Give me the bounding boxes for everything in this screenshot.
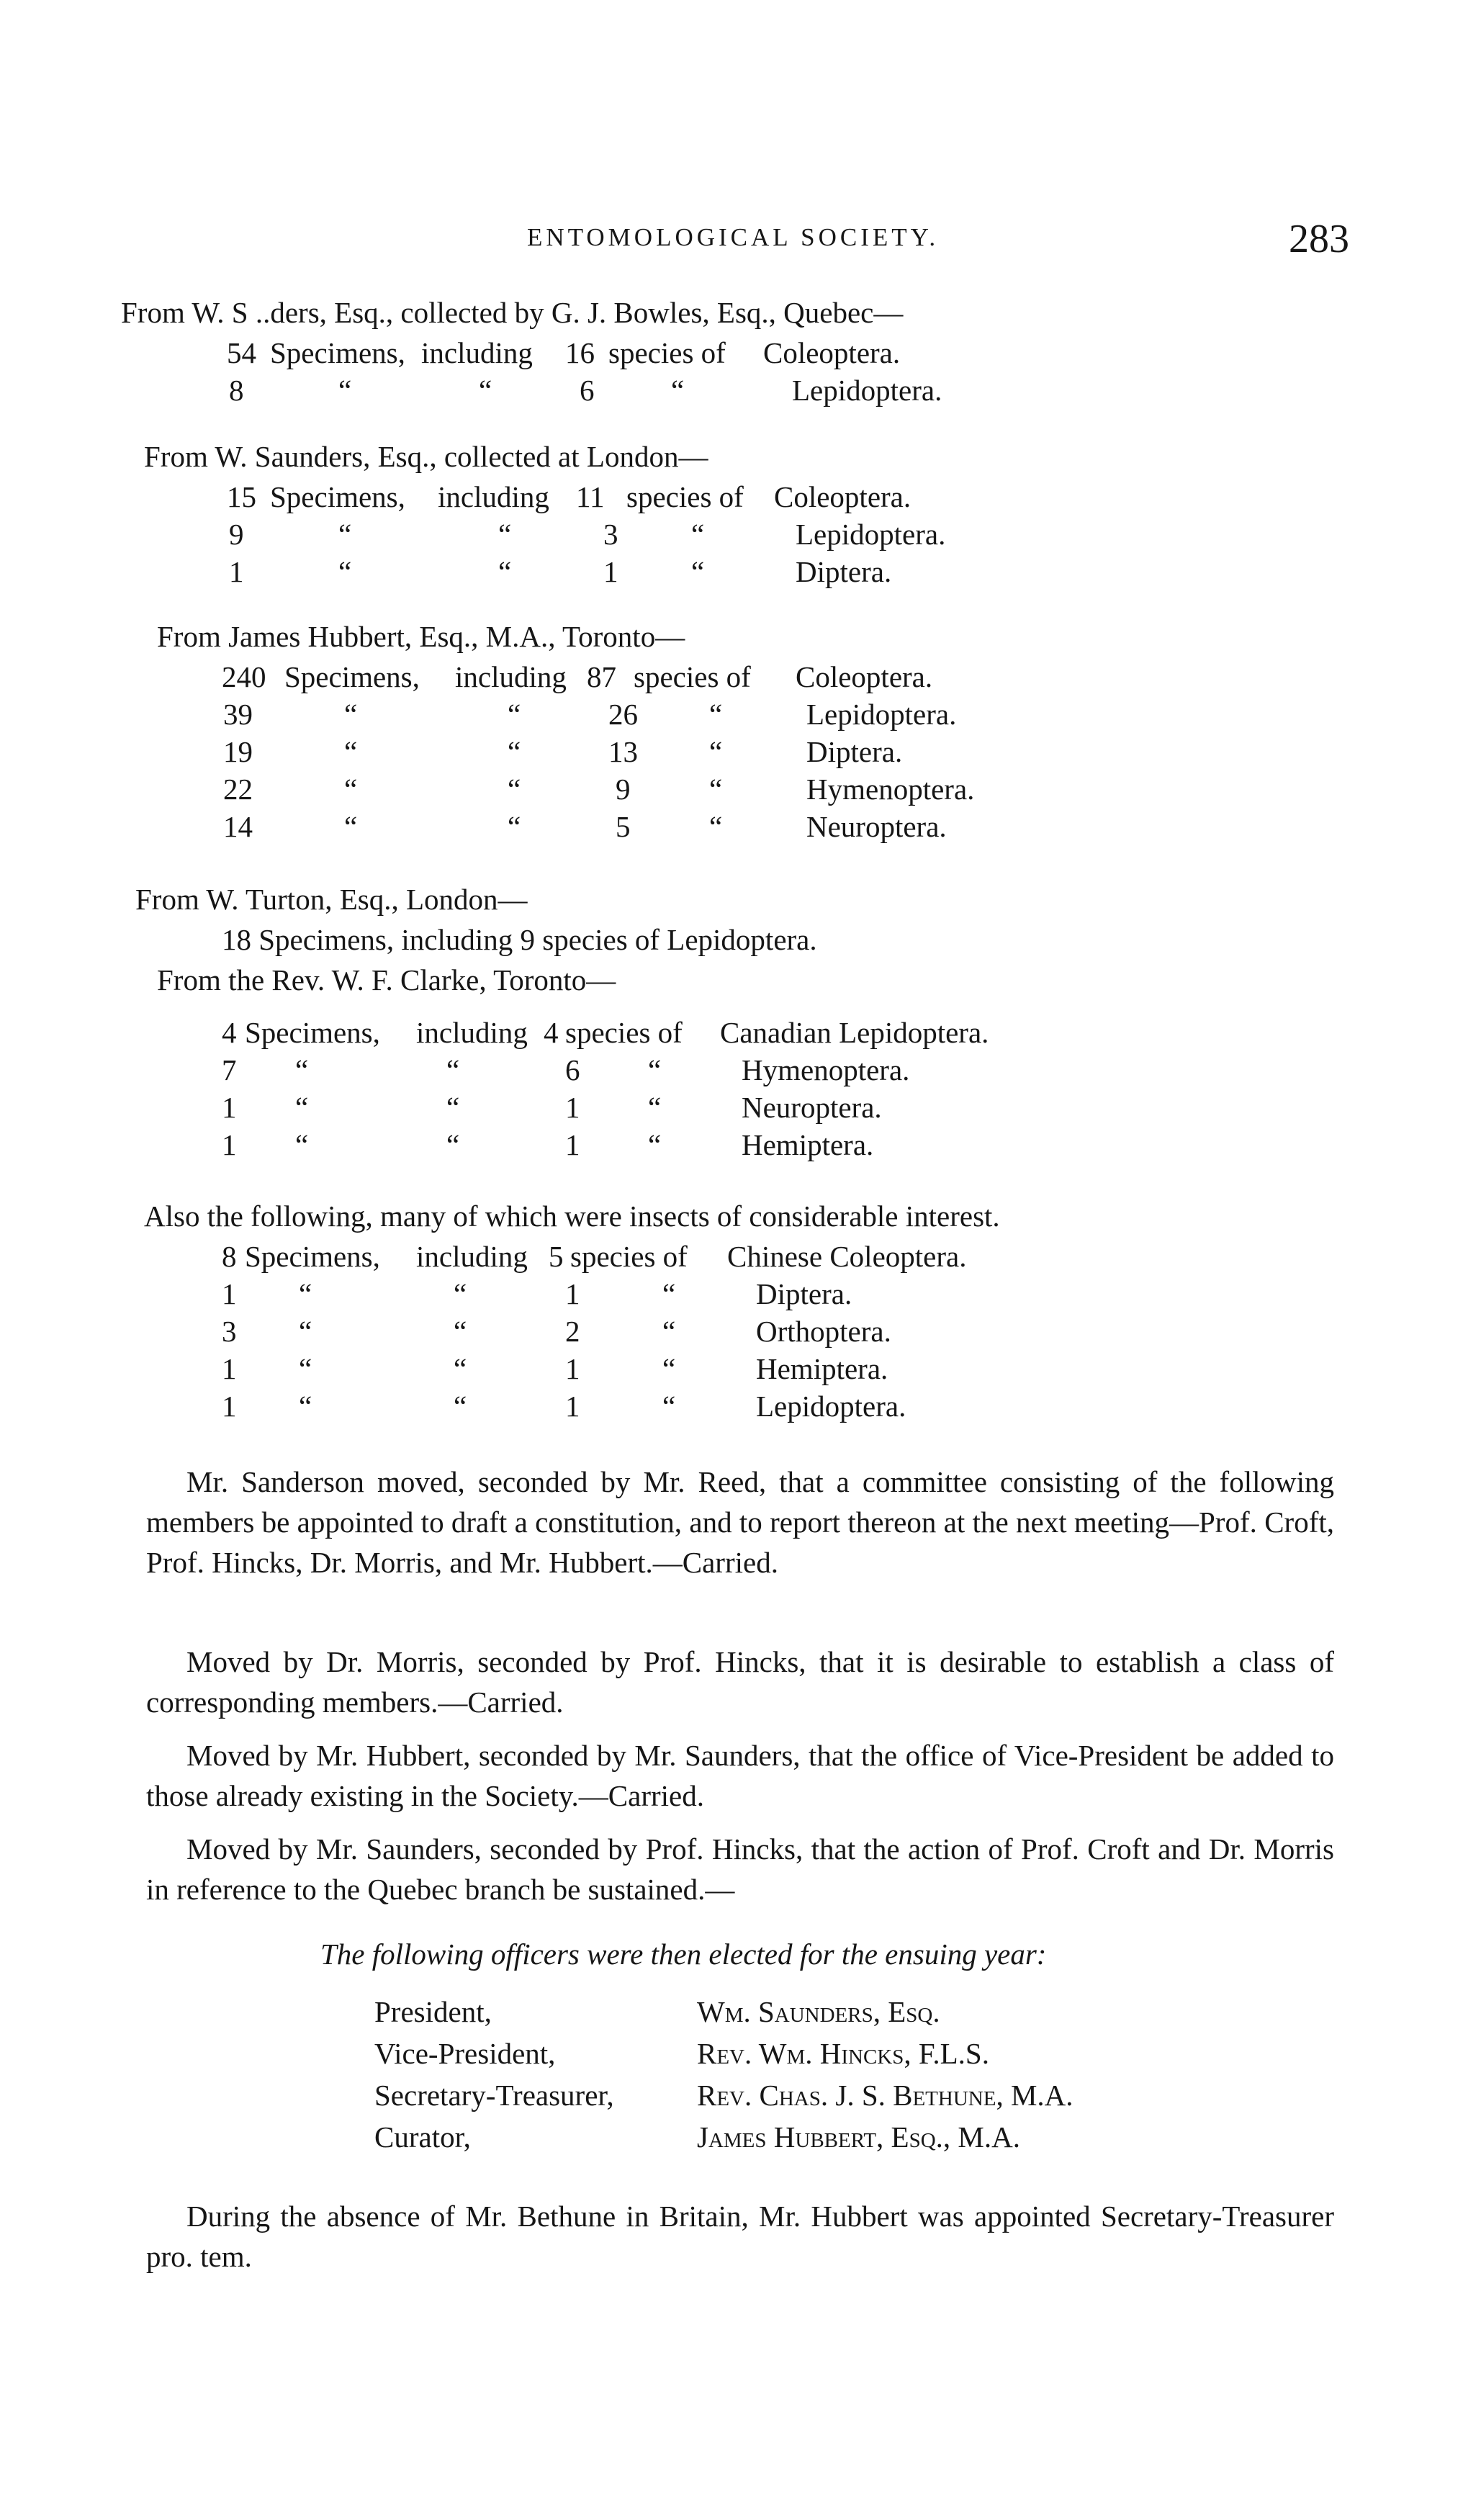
ditto-mark: “ <box>344 810 358 843</box>
ditto-mark: “ <box>508 810 521 843</box>
specimen-row <box>0 1053 1463 1087</box>
specimen-count: 54 <box>227 336 256 369</box>
ditto-mark: “ <box>299 1352 312 1385</box>
specimen-row <box>0 373 1463 408</box>
specimen-count: 7 <box>222 1053 237 1086</box>
species-count: 1 <box>603 555 618 588</box>
ditto-mark: “ <box>454 1352 467 1385</box>
species-count: 16 <box>565 336 595 369</box>
officer-name: Rev. Wm. Hincks, F.L.S. <box>697 2037 989 2070</box>
insect-group: Hymenoptera. <box>806 773 975 806</box>
ditto-mark: “ <box>709 698 723 731</box>
ditto-mark: “ <box>479 374 492 407</box>
ditto-mark: “ <box>709 773 723 806</box>
insect-group: Hemiptera. <box>742 1128 874 1161</box>
ditto-mark: “ <box>662 1277 676 1310</box>
page-number: 283 <box>1289 217 1349 261</box>
ditto-mark: “ <box>691 555 705 588</box>
specimen-row <box>0 1128 1463 1162</box>
species-count: 4 <box>544 1016 559 1049</box>
specimen-count: 8 <box>222 1240 237 1273</box>
officer-title: President, <box>374 1995 492 2028</box>
ditto-mark: “ <box>662 1315 676 1348</box>
insect-group: Diptera. <box>796 555 892 588</box>
specimen-row <box>0 336 1463 370</box>
ditto-mark: “ <box>344 735 358 768</box>
ditto-mark: “ <box>508 773 521 806</box>
ditto-mark: “ <box>338 555 352 588</box>
motion-paragraph: Mr. Sanderson moved, seconded by Mr. Reed, that a committee consisting of the following members be appointed to draft a constitution, and to report thereon at the next meeting—Prof. Croft, Prof. Hincks, Dr. Morris, and Mr. Hubbert.—Carried. <box>146 1465 1334 1579</box>
specimen-row <box>0 1389 1463 1423</box>
specimen-row <box>0 1239 1463 1274</box>
specimen-row <box>0 1351 1463 1386</box>
specimen-row <box>0 660 1463 694</box>
specimen-row <box>0 517 1463 552</box>
insect-group: Lepidoptera. <box>756 1390 906 1423</box>
specimen-word: Specimens, <box>270 336 405 369</box>
donation-heading: From W. S⁠ ..ders, Esq., collected by G. J. Bowles, Esq., Quebec— <box>121 296 904 329</box>
ditto-mark: “ <box>508 698 521 731</box>
insect-group: Lepidoptera. <box>792 374 942 407</box>
insect-group: Neuroptera. <box>806 810 947 843</box>
ditto-mark: “ <box>662 1352 676 1385</box>
donation-heading: From W. Saunders, Esq., collected at London— <box>144 440 708 473</box>
specimen-count: 14 <box>223 810 253 843</box>
motion-paragraph: Moved by Mr. Hubbert, seconded by Mr. Saunders, that the office of Vice-President be added to those already existing in the Society.—Carried. <box>146 1739 1334 1812</box>
ditto-mark: “ <box>671 374 685 407</box>
specimen-row <box>0 697 1463 732</box>
ditto-mark: “ <box>299 1277 312 1310</box>
ditto-mark: “ <box>344 773 358 806</box>
insect-group: Canadian Lepidoptera. <box>720 1016 989 1049</box>
species-count: 1 <box>565 1390 580 1423</box>
species-count: 26 <box>608 698 638 731</box>
ditto-mark: “ <box>299 1390 312 1423</box>
officer-name: Wm. Saunders, Esq. <box>697 1995 940 2028</box>
ditto-mark: “ <box>446 1053 460 1086</box>
species-count: 1 <box>565 1277 580 1310</box>
specimen-count: 1 <box>222 1352 237 1385</box>
specimen-row <box>0 809 1463 844</box>
donation-heading: Also the following, many of which were insects of considerable interest. <box>144 1200 1000 1233</box>
including-word: including <box>416 1240 528 1273</box>
ditto-mark: “ <box>344 698 358 731</box>
specimen-word: Specimens, <box>245 1016 380 1049</box>
ditto-mark: “ <box>508 735 521 768</box>
species-count: 2 <box>565 1315 580 1348</box>
insect-group: Hymenoptera. <box>742 1053 910 1086</box>
officer-title: Secretary-Treasurer, <box>374 2079 614 2112</box>
specimen-count: 19 <box>223 735 253 768</box>
officer-name: Rev. Chas. J. S. Bethune, M.A. <box>697 2079 1073 2112</box>
specimen-count: 9 <box>229 518 244 551</box>
closing-paragraph: During the absence of Mr. Bethune in Britain, Mr. Hubbert was appointed Secretary-Treasurer pro. tem. <box>146 2200 1334 2273</box>
specimen-count: 240 <box>222 660 266 693</box>
species-count: 5 <box>616 810 631 843</box>
species-word: species of <box>608 336 726 369</box>
species-count: 6 <box>565 1053 580 1086</box>
insect-group: Lepidoptera. <box>796 518 946 551</box>
species-count: 3 <box>603 518 618 551</box>
specimen-count: 3 <box>222 1315 237 1348</box>
ditto-mark: “ <box>295 1091 309 1124</box>
ditto-mark: “ <box>446 1091 460 1124</box>
insect-group: Coleoptera. <box>774 480 911 513</box>
including-word: including <box>421 336 533 369</box>
ditto-mark: “ <box>709 735 723 768</box>
insect-group: Neuroptera. <box>742 1091 882 1124</box>
species-count: 9 <box>616 773 631 806</box>
species-count: 6 <box>580 374 595 407</box>
ditto-mark: “ <box>454 1315 467 1348</box>
species-word: species of <box>565 1016 683 1049</box>
specimen-count: 1 <box>222 1390 237 1423</box>
ditto-mark: “ <box>295 1053 309 1086</box>
officer-name: James Hubbert, Esq., M.A. <box>697 2120 1020 2154</box>
ditto-mark: “ <box>299 1315 312 1348</box>
insect-group: Diptera. <box>756 1277 852 1310</box>
insect-group: Coleoptera. <box>763 336 901 369</box>
specimen-row <box>0 1314 1463 1349</box>
species-count: 1 <box>565 1091 580 1124</box>
specimen-count: 4 <box>222 1016 237 1049</box>
specimen-count: 15 <box>227 480 256 513</box>
species-word: species of <box>634 660 751 693</box>
specimen-word: Specimens, <box>270 480 405 513</box>
specimen-row <box>0 480 1463 514</box>
ditto-mark: “ <box>648 1091 662 1124</box>
insect-group: Chinese Coleoptera. <box>727 1240 967 1273</box>
donation-heading: From James Hubbert, Esq., M.A., Toronto— <box>157 620 685 653</box>
ditto-mark: “ <box>446 1128 460 1161</box>
specimen-row <box>0 554 1463 589</box>
specimen-count: 39 <box>223 698 253 731</box>
species-count: 11 <box>576 480 605 513</box>
insect-group: Diptera. <box>806 735 903 768</box>
insect-group: Coleoptera. <box>796 660 933 693</box>
insect-group: Lepidoptera. <box>806 698 957 731</box>
specimen-row <box>0 734 1463 769</box>
running-head: ENTOMOLOGICAL SOCIETY. <box>527 223 940 251</box>
species-count: 1 <box>565 1128 580 1161</box>
species-count: 5 <box>549 1240 564 1273</box>
species-word: species of <box>570 1240 688 1273</box>
ditto-mark: “ <box>662 1390 676 1423</box>
ditto-mark: “ <box>454 1277 467 1310</box>
ditto-mark: “ <box>338 374 352 407</box>
officers-heading: The following officers were then elected for the ensuing year: <box>320 1938 1047 1971</box>
including-word: including <box>416 1016 528 1049</box>
specimen-row <box>0 1015 1463 1050</box>
including-word: including <box>455 660 567 693</box>
specimen-count: 22 <box>223 773 253 806</box>
ditto-mark: “ <box>648 1053 662 1086</box>
insect-group: Orthoptera. <box>756 1315 891 1348</box>
insect-group: Hemiptera. <box>756 1352 888 1385</box>
specimen-count: 1 <box>222 1277 237 1310</box>
species-word: species of <box>626 480 744 513</box>
motion-paragraph: Moved by Mr. Saunders, seconded by Prof. Hincks, that the action of Prof. Croft and Dr. Morris in reference to the Quebec branch be sustained.— <box>146 1832 1334 1906</box>
specimen-count: 1 <box>222 1128 237 1161</box>
ditto-mark: “ <box>709 810 723 843</box>
specimen-count: 1 <box>229 555 244 588</box>
ditto-mark: “ <box>454 1390 467 1423</box>
specimen-row <box>0 772 1463 806</box>
specimen-word: Specimens, <box>245 1240 380 1273</box>
ditto-mark: “ <box>338 518 352 551</box>
species-count: 1 <box>565 1352 580 1385</box>
specimen-count: 8 <box>229 374 244 407</box>
motion-paragraph: Moved by Dr. Morris, seconded by Prof. Hincks, that it is desirable to establish a class of corresponding members.—Carried. <box>146 1645 1334 1719</box>
ditto-mark: “ <box>498 518 512 551</box>
specimen-row <box>0 1090 1463 1125</box>
ditto-mark: “ <box>498 555 512 588</box>
species-count: 87 <box>587 660 616 693</box>
ditto-mark: “ <box>295 1128 309 1161</box>
officer-title: Vice-President, <box>374 2037 556 2070</box>
specimen-word: Specimens, <box>284 660 420 693</box>
donation-line: 18 Specimens, including 9 species of Lepidoptera. <box>222 923 817 956</box>
donation-heading: From the Rev. W. F. Clarke, Toronto— <box>157 963 616 996</box>
donation-heading: From W. Turton, Esq., London— <box>135 883 528 916</box>
including-word: including <box>438 480 549 513</box>
specimen-row <box>0 1277 1463 1311</box>
ditto-mark: “ <box>691 518 705 551</box>
officer-title: Curator, <box>374 2120 471 2154</box>
species-count: 13 <box>608 735 638 768</box>
specimen-count: 1 <box>222 1091 237 1124</box>
ditto-mark: “ <box>648 1128 662 1161</box>
